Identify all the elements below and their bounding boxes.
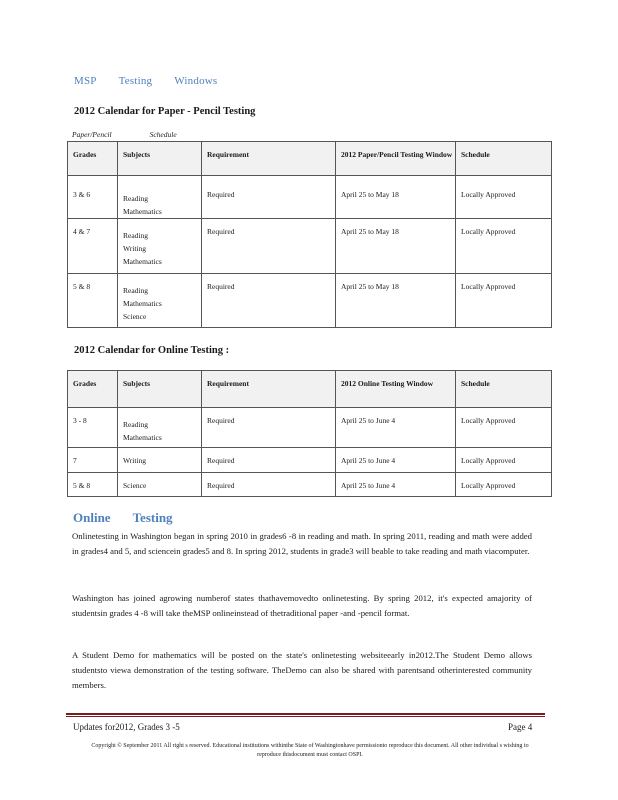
table-row <box>68 408 552 448</box>
grades-cell: 7 <box>68 448 118 473</box>
grades-cell: 3 - 8 <box>68 408 118 448</box>
window-cell: April 25 to May 18 <box>336 274 456 328</box>
table-caption: Paper/Pencil Schedule <box>72 130 177 139</box>
subject: Mathematics <box>123 257 162 266</box>
subjects-cell <box>118 408 202 448</box>
col-header-grades: Grades <box>68 371 118 408</box>
col-header-schedule: Schedule <box>456 142 552 176</box>
window-cell: April 25 to June 4 <box>336 448 456 473</box>
schedule-cell: Locally Approved <box>456 448 552 473</box>
table-row <box>68 448 552 473</box>
requirement-cell: Required <box>202 176 336 219</box>
online-calendar-heading: 2012 Calendar for Online Testing : <box>74 345 230 356</box>
window-cell: April 25 to June 4 <box>336 473 456 497</box>
window-cell: April 25 to May 18 <box>336 176 456 219</box>
subjects-cell <box>118 219 202 274</box>
col-header-window: 2012 Paper/Pencil Testing Window <box>336 142 456 176</box>
subject: Mathematics <box>123 207 162 216</box>
grades-cell: 5 & 8 <box>68 473 118 497</box>
schedule-cell: Locally Approved <box>456 408 552 448</box>
table-row <box>68 274 552 328</box>
online-testing-title: Online Testing <box>73 510 173 525</box>
online-testing-table <box>67 370 552 497</box>
document-title: MSP Testing Windows <box>74 75 218 87</box>
schedule-cell: Locally Approved <box>456 473 552 497</box>
paper-calendar-heading: 2012 Calendar for Paper - Pencil Testing <box>74 106 256 117</box>
subject: Reading <box>123 420 148 429</box>
requirement-cell: Required <box>202 408 336 448</box>
col-header-requirement: Requirement <box>202 371 336 408</box>
subjects-cell <box>118 274 202 328</box>
footer-updates: Updates for2012, Grades 3 -5 <box>73 722 180 732</box>
schedule-cell: Locally Approved <box>456 176 552 219</box>
grades-cell: 4 & 7 <box>68 219 118 274</box>
subjects-cell: Science <box>118 473 202 497</box>
table-header-row <box>68 371 552 408</box>
subject: Reading <box>123 194 148 203</box>
table-header-row <box>68 142 552 176</box>
paragraph-online-history: Onlinetesting in Washington began in spring 2010 in grades6 -8 in reading and math. In spring 2011, reading and math were added in grades4 and 5, and sciencein grades5 and 8. In spring 2012, students in grade3 will beable to take reading and math viacomputer. <box>72 531 532 556</box>
subjects-cell: Writing <box>118 448 202 473</box>
page-number: Page 4 <box>508 722 533 732</box>
paragraph-student-demo: A Student Demo for mathematics will be posted on the state's onlinetesting websiteearly in2012.The Student Demo allows studentsto viewa demonstration of the testing software. TheDemo can also be shared with parentsand otherinterested community members. <box>72 650 532 690</box>
schedule-cell: Locally Approved <box>456 274 552 328</box>
grades-cell: 3 & 6 <box>68 176 118 219</box>
subject: Reading <box>123 231 148 240</box>
subject: Reading <box>123 286 148 295</box>
subject: Writing <box>123 244 147 253</box>
requirement-cell: Required <box>202 448 336 473</box>
window-cell: April 25 to June 4 <box>336 408 456 448</box>
grades-cell: 5 & 8 <box>68 274 118 328</box>
table-row <box>68 219 552 274</box>
table-row <box>68 176 552 219</box>
col-header-schedule: Schedule <box>456 371 552 408</box>
col-header-subjects: Subjects <box>118 371 202 408</box>
requirement-cell: Required <box>202 274 336 328</box>
paper-pencil-table <box>67 141 552 328</box>
col-header-subjects: Subjects <box>118 142 202 176</box>
requirement-cell: Required <box>202 473 336 497</box>
window-cell: April 25 to May 18 <box>336 219 456 274</box>
requirement-cell: Required <box>202 219 336 274</box>
paragraph-states-moving: Washington has joined agrowing numberof states thathavemovedto onlinetesting. By spring 2012, it's expected amajority of studentsin grades 4 -8 will take theMSP onlineinstead of thetraditional paper -and -pencil format. <box>72 593 532 618</box>
subject: Mathematics <box>123 299 162 308</box>
col-header-grades: Grades <box>68 142 118 176</box>
copyright-notice: Copyright © September 2011 All right s reserved. Educational institutions withinthe State of Washingtonhave permissionto reproduce this document. All other individual s wishing to reproduce thisdocument must contact OSPI. <box>91 743 529 758</box>
footer-divider <box>66 713 545 715</box>
footer-divider-thin <box>66 716 545 717</box>
col-header-requirement: Requirement <box>202 142 336 176</box>
subject: Mathematics <box>123 433 162 442</box>
col-header-window: 2012 Online Testing Window <box>336 371 456 408</box>
table-row <box>68 473 552 497</box>
subjects-cell <box>118 176 202 219</box>
subject: Science <box>123 312 147 321</box>
schedule-cell: Locally Approved <box>456 219 552 274</box>
